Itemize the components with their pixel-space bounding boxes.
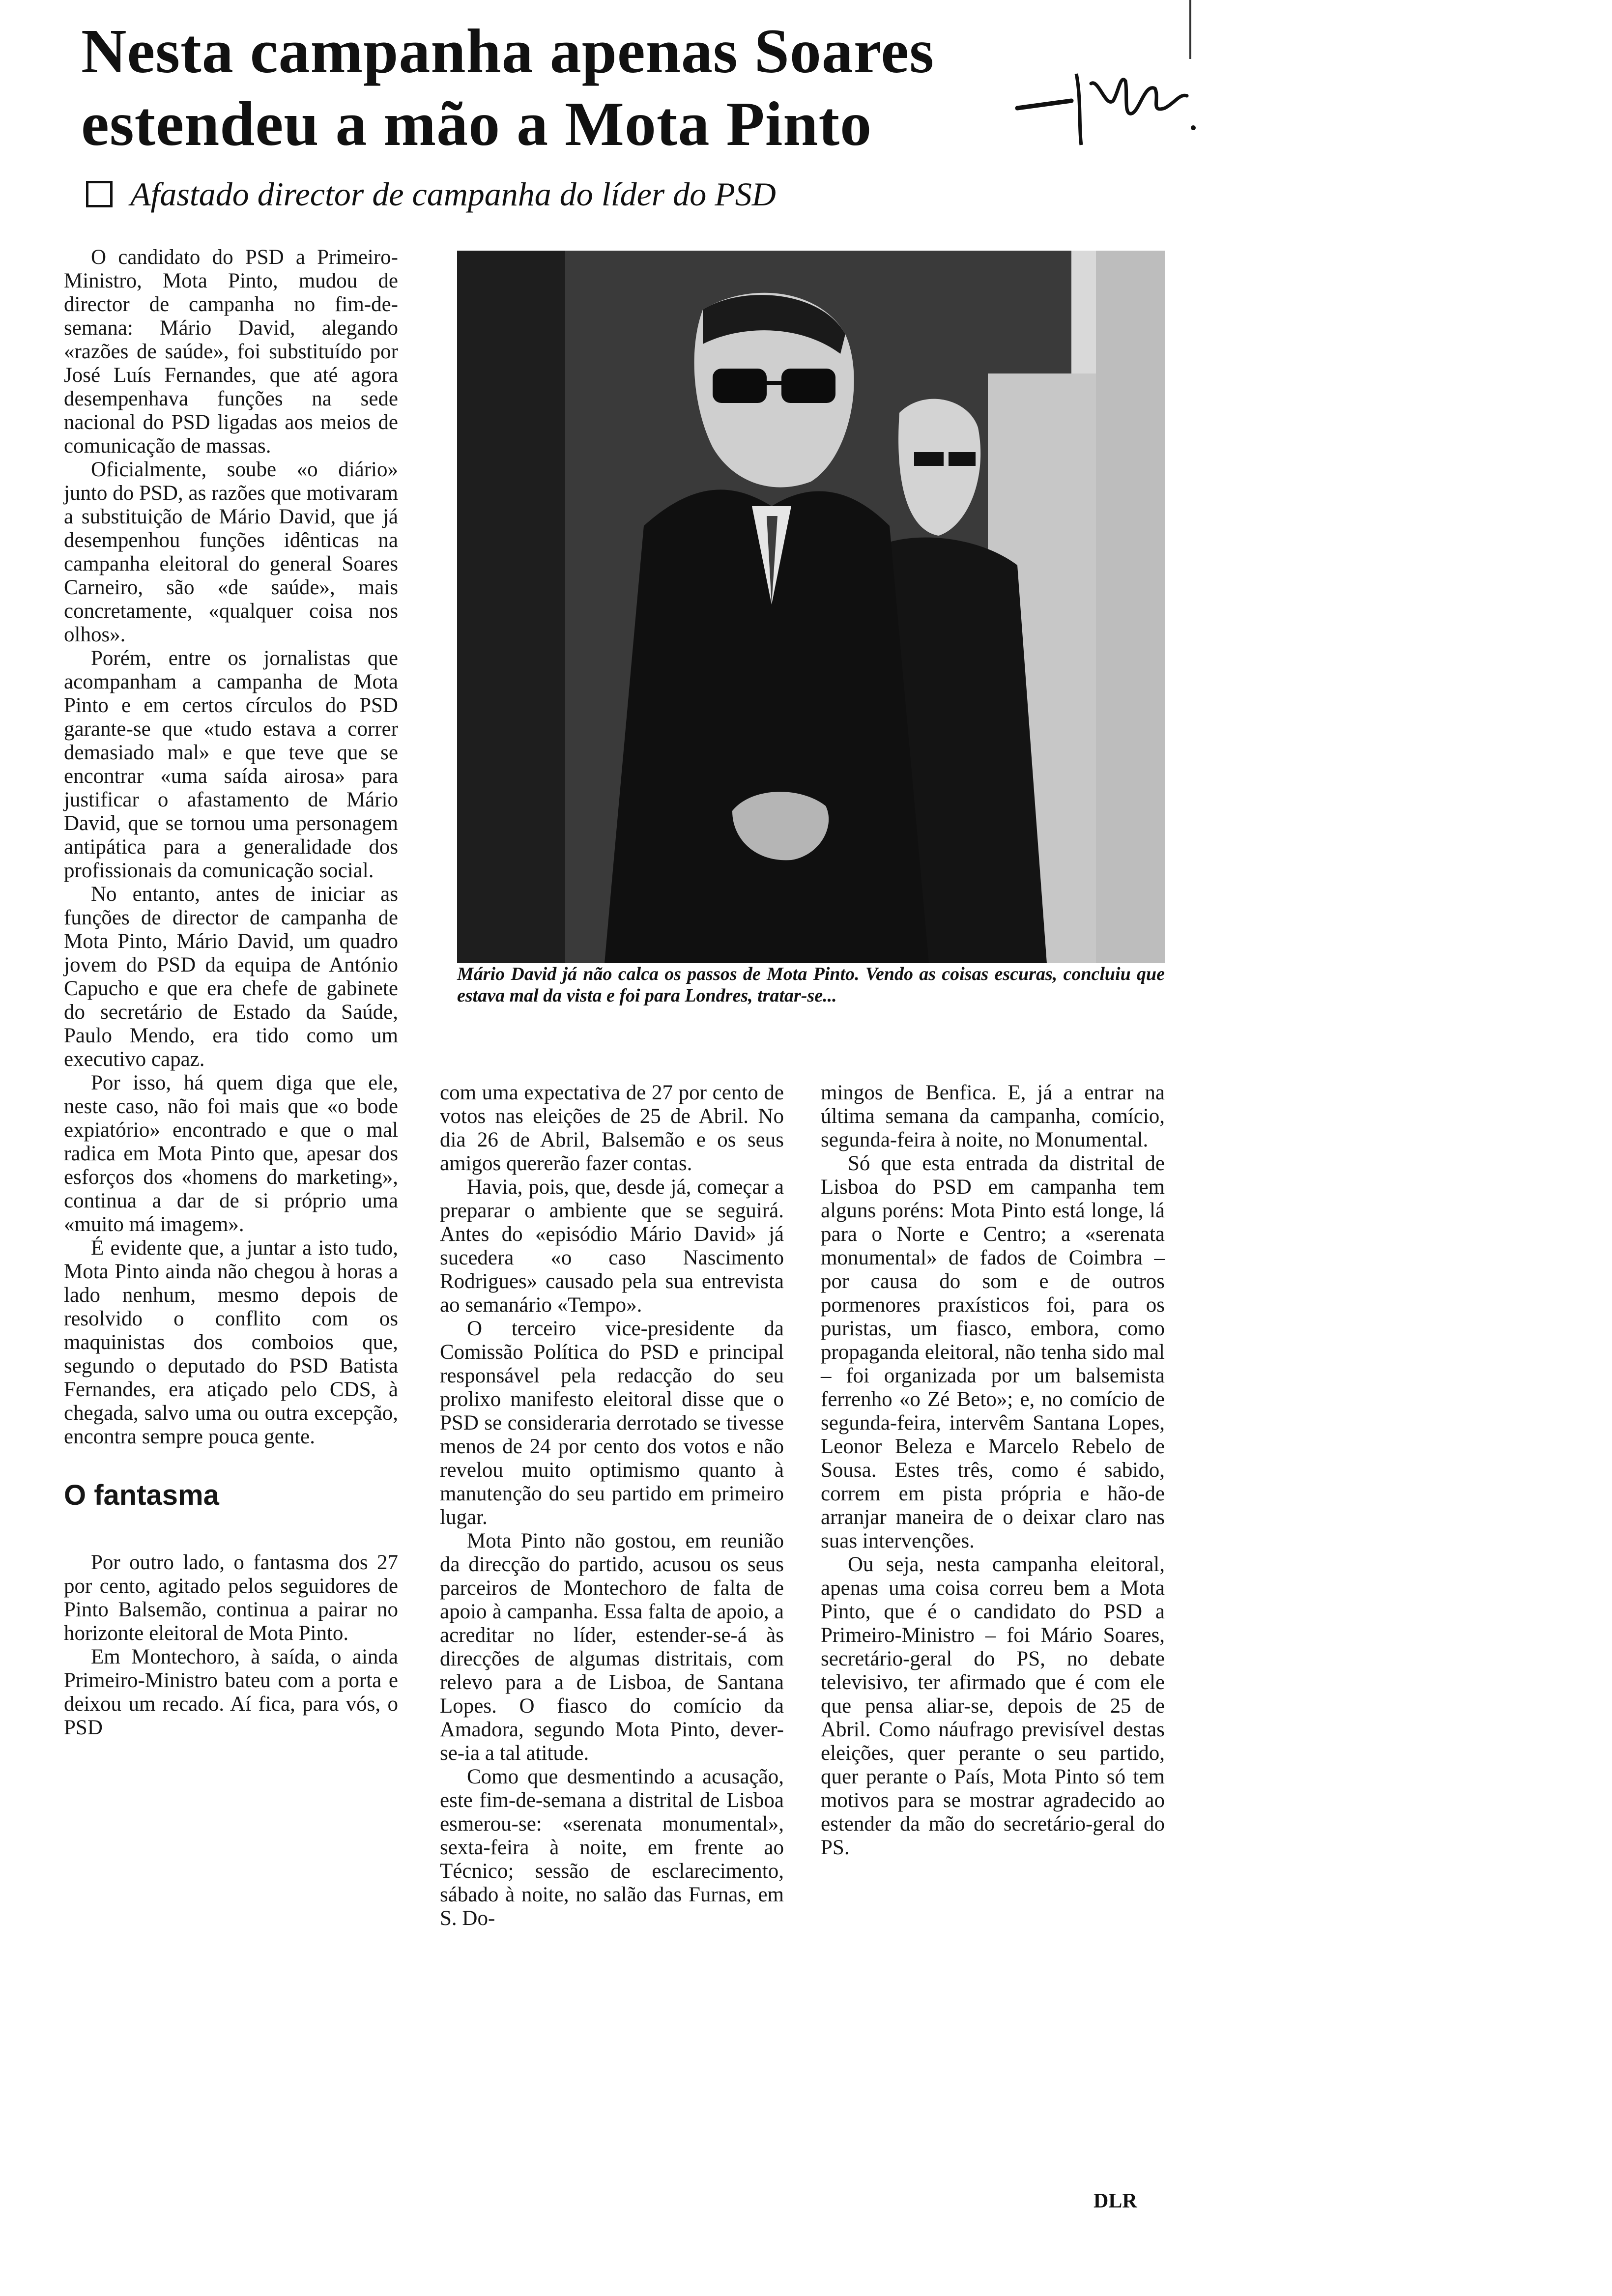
crosshead: O fantasma <box>64 1479 219 1511</box>
paragraph: Por outro lado, o fantasma dos 27 por cento, agitado pelos seguidores de Pinto Balsemão, continua a pairar no horizonte eleitoral de Mota Pinto. <box>64 1551 398 1645</box>
subheadline <box>86 172 1069 216</box>
headline: Nesta campanha apenas Soares estendeu a mão a Mota Pinto <box>81 16 934 159</box>
paragraph: No entanto, antes de iniciar as funções de director de campanha de Mota Pinto, Mário David, um quadro jovem do PSD da equipa de António Capucho e que era chefe de gabinete do secretário de Estado da Saúde, Paulo Mendo, era tido como um executivo capaz. <box>64 883 398 1071</box>
paragraph: com uma expectativa de 27 por cento de votos nas eleições de 25 de Abril. No dia 26 de Abril, Balsemão e os seus amigos quererão fazer contas. <box>440 1081 784 1175</box>
photo-caption: Mário David já não calca os passos de Mota Pinto. Vendo as coisas escuras, concluiu que estava mal da vista e foi para Londres, tratar-se... <box>457 964 1165 1006</box>
news-photo <box>457 251 1165 963</box>
paragraph: Como que desmentindo a acusação, este fim-de-semana a distrital de Lisboa esmerou-se: «serenata monumental», sexta-feira à noite, em frente ao Técnico; sessão de esclarecimento, sábado à noite, no salão das Furnas, em S. Do- <box>440 1765 784 1930</box>
paragraph: Em Montechoro, à saída, o ainda Primeiro-Ministro bateu com a porta e deixou um recado. Aí fica, para vós, o PSD <box>64 1645 398 1739</box>
paragraph: Havia, pois, que, desde já, começar a preparar o ambiente que se seguirá. Antes do «episódio Mário David» já sucedera «o caso Nascimento Rodrigues» causado pela sua entrevista ao semanário «Tempo». <box>440 1176 784 1317</box>
paragraph: Ou seja, nesta campanha eleitoral, apenas uma coisa correu bem a Mota Pinto, que é o candidato do PSD a Primeiro-Ministro – foi Mário Soares, secretário-geral do PS, no debate televisivo, ter afirmado que é com ele que pensa aliar-se, depois de 25 de Abril. Como náufrago previsível destas eleições, quer perante o seu partido, quer perante o País, Mota Pinto só tem motivos para se mostrar agradecido ao estender da mão do secretário-geral do PS. <box>821 1553 1165 1859</box>
scan-edge-line <box>1189 0 1191 59</box>
paragraph: O terceiro vice-presidente da Comissão Política do PSD e principal responsável pela redacção do seu prolixo manifesto eleitoral disse que o PSD se consideraria derrotado se tivesse menos de 24 por cento dos votos e não revelou muito optimismo quanto à manutenção do seu partido em primeiro lugar. <box>440 1317 784 1529</box>
article-column-1 <box>64 246 398 1740</box>
author-credit: DLR <box>1094 2190 1137 2212</box>
paragraph: Mota Pinto não gostou, em reunião da direcção do partido, acusou os seus parceiros de Montechoro de falta de apoio à campanha. Essa falta de apoio, a acreditar no líder, estender-se-á às direcções de algumas distritais, com relevo para a de Lisboa, de Santana Lopes. O fiasco do comício da Amadora, segundo Mota Pinto, dever-se-ia a tal atitude. <box>440 1529 784 1765</box>
article-column-2 <box>440 1081 784 1930</box>
subheadline-text: Afastado director de campanha do líder do PSD <box>130 175 776 213</box>
square-bullet-icon <box>86 181 113 207</box>
article-column-3 <box>821 1081 1165 1860</box>
handwritten-signature <box>1012 54 1199 152</box>
paragraph: Porém, entre os jornalistas que acompanham a campanha de Mota Pinto e em certos círculos do PSD garante-se que «tudo estava a correr demasiado mal» e que teve que se encontrar «uma saída airosa» para justificar o afastamento de Mário David, que se tornou uma personagem antipática para a generalidade dos profissionais da comunicação social. <box>64 647 398 882</box>
paragraph: Por isso, há quem diga que ele, neste caso, não foi mais que «o bode expiatório» encontrado e que o mal radica em Mota Pinto que, apesar dos esforços dos «homens do marketing», continua a dar de si próprio uma «muito má imagem». <box>64 1071 398 1236</box>
paragraph: É evidente que, a juntar a isto tudo, Mota Pinto ainda não chegou à horas a lado nenhum, mesmo depois de resolvido o conflito com os maquinistas dos comboios que, segundo o deputado do PSD Batista Fernandes, era atiçado pelo CDS, à chegada, salvo uma ou outra excepção, encontra sempre pouca gente. <box>64 1236 398 1448</box>
paragraph: Só que esta entrada da distrital de Lisboa do PSD em campanha tem alguns poréns: Mota Pinto está longe, lá para o Norte e Centro; a «serenata monumental» de fados de Coimbra – por causa do som e de outros pormenores praxísticos foi, para os puristas, um fiasco, embora, como propaganda eleitoral, não tenha sido mal – foi organizada por um balsemista ferrenho «o Zé Beto»; e, no comício de segunda-feira, intervêm Santana Lopes, Leonor Beleza e Marcelo Rebelo de Sousa. Estes três, como é sabido, correm em pista própria e hão-de arranjar maneira de o deixar claro nas suas intervenções. <box>821 1152 1165 1552</box>
paragraph: Oficialmente, soube «o diário» junto do PSD, as razões que motivaram a substituição de Mário David, que já desempenhou funções idênticas na campanha eleitoral do general Soares Carneiro, são «de saúde», mais concretamente, «qualquer coisa nos olhos». <box>64 458 398 646</box>
paragraph: O candidato do PSD a Primeiro-Ministro, Mota Pinto, mudou de director de campanha no fim-de-semana: Mário David, alegando «razões de saúde», foi substituído por José Luís Fernandes, que até agora desempenhava funções na sede nacional do PSD ligadas aos meios de comunicação de massas. <box>64 246 398 458</box>
paragraph: mingos de Benfica. E, já a entrar na última semana da campanha, comício, segunda-feira à noite, no Monumental. <box>821 1081 1165 1151</box>
